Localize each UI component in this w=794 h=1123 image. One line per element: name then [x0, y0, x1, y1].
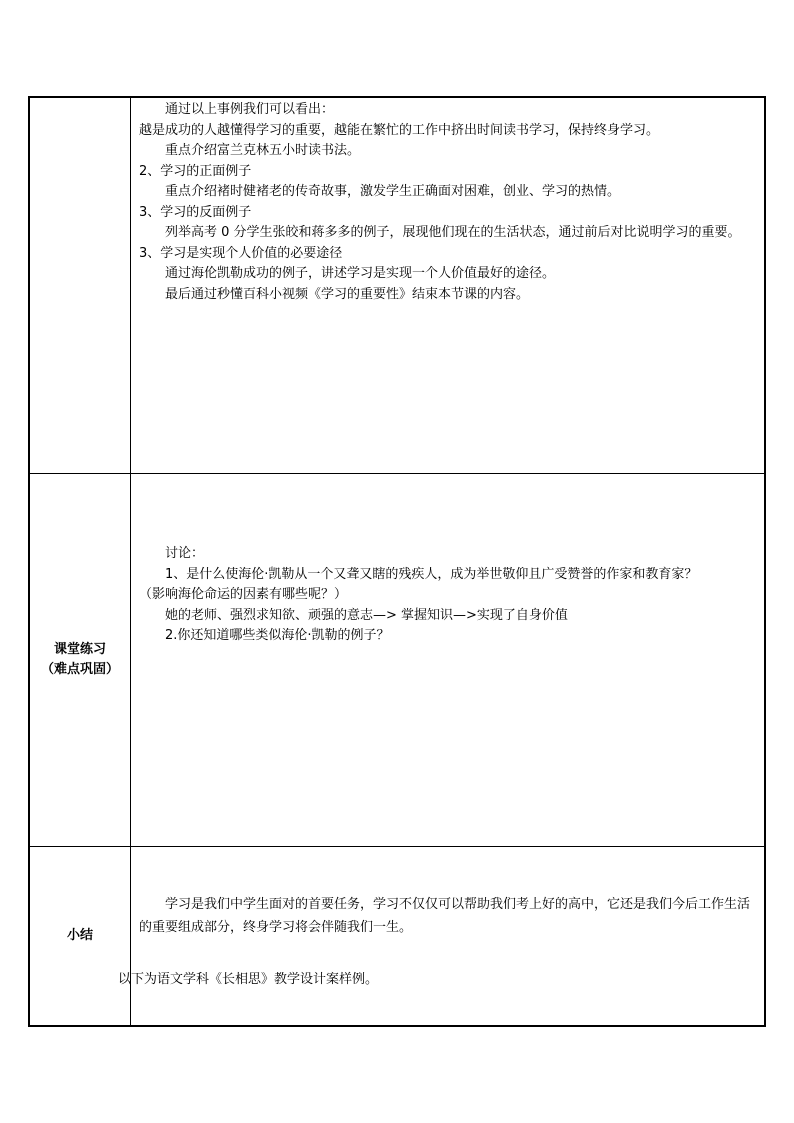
section-heading: 3、学习的反面例子 — [139, 204, 252, 220]
content-line: 通过海伦凯勒成功的例子，讲述学习是实现一个人价值最好的途径。 — [165, 266, 556, 281]
content-line: 最后通过秒懂百科小视频《学习的重要性》结束本节课的内容。 — [165, 286, 530, 302]
row-label-summary: 小结 — [29, 847, 131, 1027]
table-row-summary — [29, 847, 765, 1027]
table-row-teaching-content — [29, 97, 765, 474]
label-line: 课堂练习 — [53, 642, 106, 657]
label-line: （难点巩固） — [40, 662, 119, 677]
content-line: 通过以上事例我们可以看出： — [165, 102, 335, 117]
footer-note: 以下为语文学科《长相思》教学设计案样例。 — [118, 972, 379, 987]
content-line: 重点介绍富兰克林五小时读书法。 — [165, 143, 361, 158]
content-line: 列举高考 0 分学生张皎和蒋多多的例子，展现他们现在的生活状态，通过前后对比说明学习的重要。 — [165, 225, 741, 240]
content-line: 重点介绍褚时健褚老的传奇故事，激发学生正确面对困难，创业、学习的热情。 — [165, 184, 621, 199]
section-heading: 3、学习是实现个人价值的必要途径 — [139, 245, 343, 261]
content-line: 她的老师、强烈求知欲、顽强的意志—> 掌握知识—>实现了自身价值 — [165, 607, 568, 623]
content-line: 2.你还知道哪些类似海伦·凯勒的例子？ — [165, 628, 390, 643]
row-label-empty — [29, 97, 131, 474]
content-line: 越是成功的人越懂得学习的重要，越能在繁忙的工作中挤出时间读书学习，保持终身学习。 — [139, 122, 660, 138]
summary-text: 学习是我们中学生面对的首要任务，学习不仅仅可以帮助我们考上好的高中，它还是我们今后工作生活的重要组成部分，终身学习将会伴随我们一生。 — [139, 897, 751, 935]
classroom-practice-cell — [131, 474, 766, 847]
content-line: 讨论： — [165, 546, 205, 561]
teaching-content-cell — [131, 97, 766, 474]
summary-cell — [131, 847, 766, 1027]
content-line: 1、是什么使海伦·凯勒从一个又聋又瞎的残疾人，成为举世敬仰且广受赞誉的作家和教育家？ — [165, 566, 698, 582]
row-label-classroom-practice — [29, 474, 131, 847]
table-row-classroom-practice — [29, 474, 765, 847]
section-heading: 2、学习的正面例子 — [139, 163, 252, 179]
content-line: （影响海伦命运的因素有哪些呢？） — [139, 587, 348, 602]
lesson-plan-table — [28, 96, 766, 1027]
